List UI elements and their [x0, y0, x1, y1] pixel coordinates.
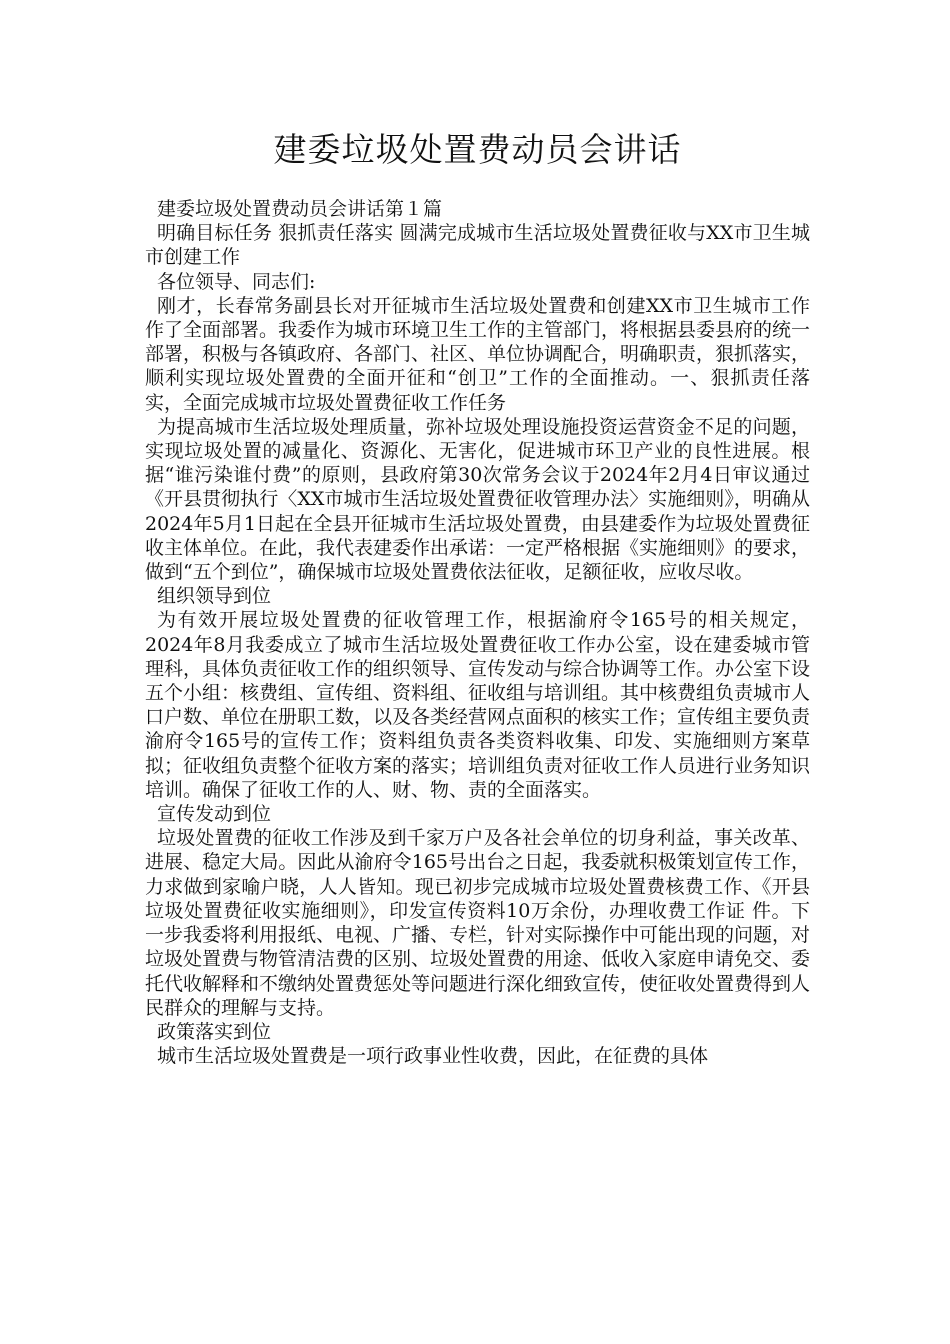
body-paragraph: 刚才，长春常务副县长对开征城市生活垃圾处置费和创建XX市卫生城市工作作了全面部署。我委作为城市环境卫生工作的主管部门，将根据县委县府的统一部署，积极与各镇政府、各部门、社区、单位协调配合，明确职责，狠抓落实，顺利实现垃圾处置费的全面开征和“创卫”工作的全面推动。一、狠抓责任落实，全面完成城市垃圾处置费征收工作任务 [145, 294, 811, 414]
body-paragraph: 明确目标任务 狠抓责任落实 圆满完成城市生活垃圾处置费征收与XX市卫生城市创建工作 [145, 222, 810, 269]
section-heading: 政策落实到位 [157, 1020, 272, 1043]
body-paragraph: 为提高城市生活垃圾处理质量，弥补垃圾处理设施投资运营资金不足的问题，实现垃圾处置的减量化、资源化、无害化，促进城市环卫产业的良性进展。根据“谁污染谁付费”的原则，县政府第30次常务会议于2024年2月4日审议通过《开县贯彻执行〈XX市城市生活垃圾处置费征收管理办法〉实施细则》，明确从2024年5月1日起在全县开征城市生活垃圾处置费，由县建委作为垃圾处置费征收主体单位。在此，我代表建委作出承诺：一定严格根据《实施细则》的要求，做到“五个到位”，确保城市垃圾处置费依法征收，足额征收，应收尽收。 [145, 415, 811, 584]
body-paragraph: 为有效开展垃圾处置费的征收管理工作，根据渝府令165号的相关规定，2024年8月我委成立了城市生活垃圾处置费征收工作办公室，设在建委城市管理科，具体负责征收工作的组织领导、宣传发动与综合协调等工作。办公室下设五个小组：核费组、宣传组、资料组、征收组与培训组。其中核费组负责城市人口户数、单位在册职工数，以及各类经营网点面积的核实工作；宣传组主要负责渝府令165号的宣传工作；资料组负责各类资料收集、印发、实施细则方案草拟；征收组负责整个征收方案的落实；培训组负责对征收工作人员进行业务知识培训。确保了征收工作的人、财、物、责的全面落实。 [145, 609, 811, 801]
document-title: 建委垃圾处置费动员会讲话 [273, 130, 682, 169]
body-paragraph: 城市生活垃圾处置费是一项行政事业性收费，因此，在征费的具体 [157, 1045, 709, 1068]
document-page [145, 125, 810, 1068]
section-heading: 建委垃圾处置费动员会讲话第１篇 [157, 198, 443, 220]
document-body [145, 197, 810, 1068]
section-heading: 宣传发动到位 [157, 803, 272, 826]
section-heading: 各位领导、同志们: [157, 270, 316, 293]
body-paragraph: 垃圾处置费的征收工作涉及到千家万户及各社会单位的切身利益，事关改革、进展、稳定大局。因此从渝府令165号出台之日起，我委就积极策划宣传工作，力求做到家喻户晓，人人皆知。现已初步完成城市垃圾处置费核费工作、《开县垃圾处置费征收实施细则》，印发宣传资料10万余份，办理收费工作证 件。下一步我委将利用报纸、电视、广播、专栏，针对实际操作中可能出现的问题，对垃圾处置费与物管清洁费的区别、垃圾处置费的用途、低收入家庭申请免交、委托代收解释和不缴纳处置费惩处等问题进行深化细致宣传，使征收处置费得到人民群众的理解与支持。 [145, 827, 811, 1019]
section-heading: 组织领导到位 [157, 585, 272, 608]
